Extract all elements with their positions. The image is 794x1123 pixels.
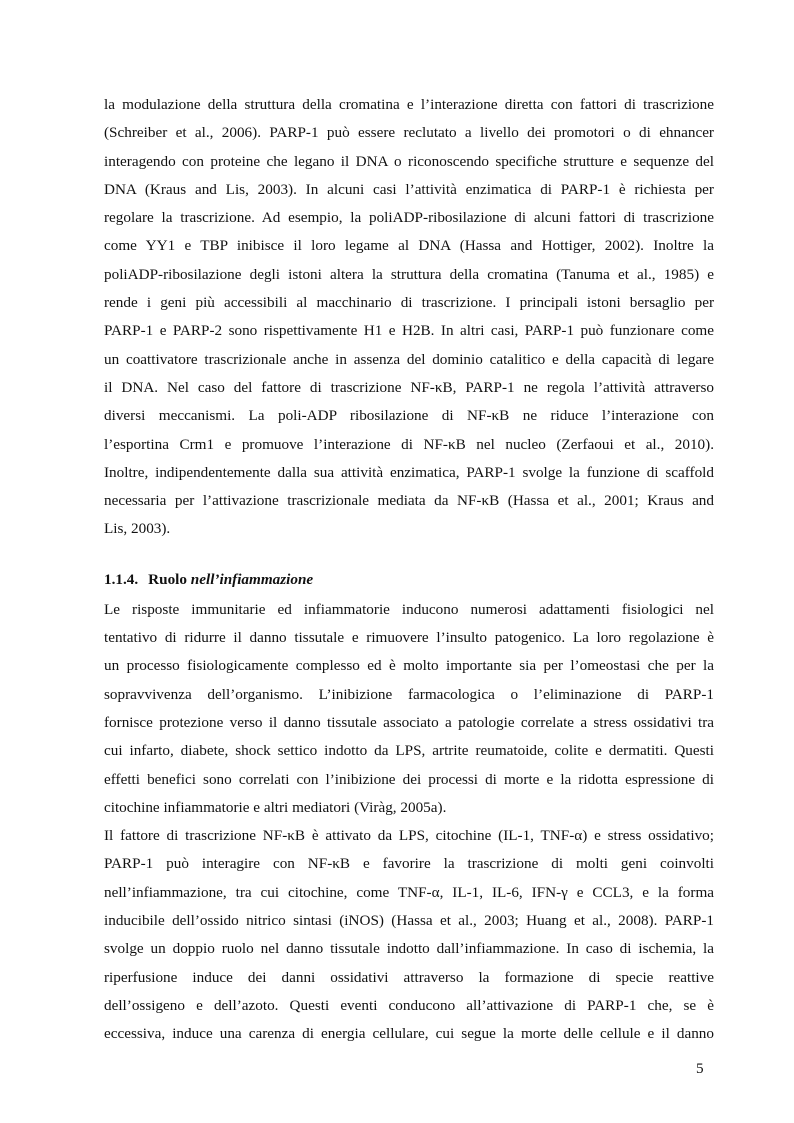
text-line: effetti benefici sono correlati con l’inibizione dei processi di morte e la ridotta espressione di xyxy=(104,770,714,788)
text-line: poliADP-ribosilazione degli istoni altera la struttura della cromatina (Tanuma et al., 1985) e xyxy=(104,265,714,283)
text-line: inducibile dell’ossido nitrico sintasi (iNOS) (Hassa et al., 2003; Huang et al., 2008). PARP-1 xyxy=(104,912,714,930)
text-line: eccessiva, induce una carenza di energia cellulare, cui segue la morte delle cellule e il danno xyxy=(104,1025,714,1043)
paragraph-immune-response xyxy=(104,596,714,822)
section-number: 1.1.4. xyxy=(104,570,139,588)
text-line: DNA (Kraus and Lis, 2003). In alcuni casi l’attività enzimatica di PARP-1 è richiesta per xyxy=(104,180,714,198)
text-line: Inoltre, indipendentemente dalla sua attività enzimatica, PARP-1 svolge la funzione di scaffold xyxy=(104,463,714,481)
text-line: l’esportina Crm1 e promuove l’interazione di NF-κB nel nucleo (Zerfaoui et al., 2010). xyxy=(104,435,714,453)
section-title: Ruolo xyxy=(148,570,191,588)
paragraph-nfkb xyxy=(104,822,714,1048)
text-line: regolare la trascrizione. Ad esempio, la poliADP-ribosilazione di alcuni fattori di trascrizione xyxy=(104,209,714,227)
section-title-italic: nell’infiammazione xyxy=(190,570,314,588)
text-line: necessaria per l’attivazione trascrizionale mediata da NF-κB (Hassa et al., 2001; Kraus and xyxy=(104,492,714,510)
text-line: dell’ossigeno e dell’azoto. Questi eventi conducono all’attivazione di PARP-1 che, se è xyxy=(104,996,714,1014)
text-line: diversi meccanismi. La poli-ADP ribosilazione di NF-κB ne riduce l’interazione con xyxy=(104,407,714,425)
text-line: interagendo con proteine che legano il DNA o riconoscendo specifiche strutture e sequenze del xyxy=(104,152,714,170)
text-line: riperfusione induce dei danni ossidativi attraverso la formazione di specie reattive xyxy=(104,968,714,986)
text-line: un coattivatore trascrizionale anche in assenza del dominio catalitico e della capacità di legare xyxy=(104,350,714,368)
text-line: (Schreiber et al., 2006). PARP-1 può essere reclutato a livello dei promotori o di ehnancer xyxy=(104,124,714,142)
text-line: citochine infiammatorie e altri mediatori (Viràg, 2005a). xyxy=(104,798,447,816)
text-line: Le risposte immunitarie ed infiammatorie inducono numerosi adattamenti fisiologici nel xyxy=(104,600,714,618)
text-line: come YY1 e TBP inibisce il loro legame al DNA (Hassa and Hottiger, 2002). Inoltre la xyxy=(104,237,714,255)
text-line: nell’infiammazione, tra cui citochine, come TNF-α, IL-1, IL-6, IFN-γ e CCL3, e la forma xyxy=(104,883,714,901)
text-line: tentativo di ridurre il danno tissutale e rimuovere l’insulto patogenico. La loro regolazione è xyxy=(104,629,714,647)
text-line: rende i geni più accessibili al macchinario di trascrizione. I principali istoni bersaglio per xyxy=(104,294,714,312)
text-line: PARP-1 può interagire con NF-κB e favorire la trascrizione di molti geni coinvolti xyxy=(104,855,714,873)
text-line: fornisce protezione verso il danno tissutale associato a patologie correlate a stress ossidativi tra xyxy=(104,713,714,731)
text-line: cui infarto, diabete, shock settico indotto da LPS, artrite reumatoide, colite e dermatiti. Questi xyxy=(104,742,714,760)
paragraph-transcription xyxy=(104,91,714,544)
section-heading xyxy=(104,564,714,596)
text-line: un processo fisiologicamente complesso ed è molto importante sia per l’omeostasi che per la xyxy=(104,657,714,675)
text-line: la modulazione della struttura della cromatina e l’interazione diretta con fattori di trascrizione xyxy=(104,96,714,113)
text-line: PARP-1 e PARP-2 sono rispettivamente H1 e H2B. In altri casi, PARP-1 può funzionare come xyxy=(104,322,714,340)
text-line: il DNA. Nel caso del fattore di trascrizione NF-κB, PARP-1 ne regola l’attività attraverso xyxy=(104,378,714,396)
text-line: Lis, 2003). xyxy=(104,520,171,538)
page-body xyxy=(104,91,714,1049)
page-number: 5 xyxy=(696,1060,704,1077)
text-line: svolge un doppio ruolo nel danno tissutale indotto dall’infiammazione. In caso di ischemia, la xyxy=(104,940,714,958)
text-line: sopravvivenza dell’organismo. L’inibizione farmacologica o l’eliminazione di PARP-1 xyxy=(104,685,714,703)
text-line: Il fattore di trascrizione NF-κB è attivato da LPS, citochine (IL-1, TNF-α) e stress ossidativo; xyxy=(104,827,714,845)
